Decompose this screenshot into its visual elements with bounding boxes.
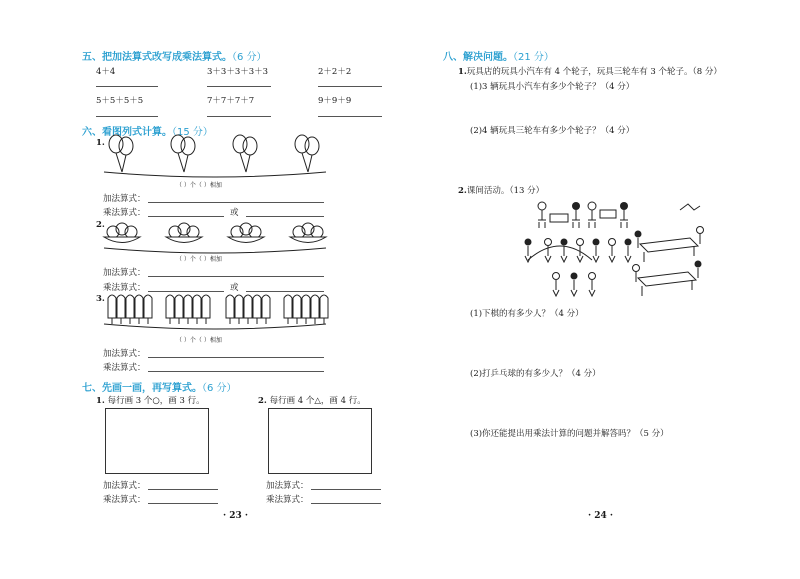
answer-line[interactable]: [96, 86, 158, 87]
addition-label: 加法算式：: [103, 349, 146, 359]
ping-pong-table-icon: [635, 204, 704, 262]
problem-2-subquestion: (3)你还能提出用乘法计算的问题并解答吗？（5 分）: [470, 429, 669, 439]
problem-1-subquestion: (1)3 辆玩具小汽车有多少个轮子？（4 分）: [470, 82, 635, 92]
addition-expression: 7＋7＋7＋7: [207, 96, 255, 106]
drawing-box[interactable]: [105, 408, 209, 474]
answer-line[interactable]: [207, 116, 271, 117]
question-number: 3.: [96, 294, 105, 304]
peach-plate-icon: [290, 223, 326, 243]
or-label: 或: [230, 208, 239, 218]
question-number: 1.: [96, 138, 105, 148]
problem-2-text: 2.课间活动。（13 分）: [458, 186, 545, 196]
section-6-title: 六、看图列式计算。（15 分）: [82, 127, 213, 138]
answer-line[interactable]: [148, 489, 218, 490]
answer-line[interactable]: [148, 202, 324, 203]
section-5-title: 五、把加法算式改写成乘法算式。（6 分）: [82, 52, 267, 63]
tree-group-icon: [284, 295, 328, 324]
ping-pong-table-icon: [633, 261, 702, 297]
balloon-bunch-icon: [233, 135, 257, 172]
multiplication-label: 乘法算式：: [103, 363, 146, 373]
peach-plate-icon: [228, 223, 264, 243]
tree-group-icon: [108, 295, 152, 324]
answer-line[interactable]: [96, 116, 158, 117]
problem-1-text: 1.玩具店的玩具小汽车有 4 个轮子，玩具三轮车有 3 个轮子。（8 分）: [458, 67, 722, 77]
addition-expression: 4＋4: [96, 67, 116, 77]
answer-line[interactable]: [318, 116, 382, 117]
answer-line[interactable]: [148, 276, 324, 277]
multiplication-label: 乘法算式：: [103, 283, 146, 293]
addition-label: 加法算式：: [266, 481, 309, 491]
page-number: · 24 ·: [588, 511, 614, 521]
draw-instruction-2: 2. 每行画 4 个△，画 4 行。: [258, 396, 366, 406]
addition-expression: 3＋3＋3＋3＋3: [207, 67, 269, 77]
addition-expression: 9＋9＋9: [318, 96, 352, 106]
chess-players-icon: [538, 202, 628, 228]
draw-instruction-1: 1. 每行画 3 个○，画 3 行。: [96, 396, 205, 406]
question-number: 2.: [96, 220, 105, 230]
addition-expression: 2＋2＋2: [318, 67, 352, 77]
group-count-caption: （ ）个（ ）相加: [176, 256, 222, 263]
answer-line[interactable]: [246, 216, 324, 217]
addition-label: 加法算式：: [103, 268, 146, 278]
group-count-caption: （ ）个（ ）相加: [176, 182, 222, 189]
peach-plates-illustration: [100, 218, 330, 254]
addition-label: 加法算式：: [103, 194, 146, 204]
problem-2-subquestion: (2)打乒乓球的有多少人？（4 分）: [470, 369, 601, 379]
addition-label: 加法算式：: [103, 481, 146, 491]
drawing-box[interactable]: [268, 408, 372, 474]
tree-group-icon: [166, 295, 210, 324]
answer-line[interactable]: [207, 86, 271, 87]
tree-group-icon: [226, 295, 270, 324]
jump-rope-children-icon: [525, 239, 632, 297]
multiplication-label: 乘法算式：: [103, 208, 146, 218]
page-number: · 23 ·: [223, 511, 249, 521]
section-8-title: 八、解决问题。（21 分）: [443, 52, 554, 63]
balloon-bunch-icon: [171, 135, 195, 172]
addition-expression: 5＋5＋5＋5: [96, 96, 144, 106]
recess-activity-illustration: [520, 198, 705, 302]
peach-plate-icon: [166, 223, 202, 243]
answer-line[interactable]: [318, 86, 382, 87]
answer-line[interactable]: [148, 357, 324, 358]
trees-illustration: [100, 292, 330, 332]
balloon-bunch-icon: [109, 135, 133, 172]
answer-line[interactable]: [311, 503, 381, 504]
answer-line[interactable]: [148, 503, 218, 504]
problem-1-subquestion: (2)4 辆玩具三轮车有多少个轮子？（4 分）: [470, 126, 635, 136]
answer-line[interactable]: [148, 216, 224, 217]
problem-2-subquestion: (1)下棋的有多少人？（4 分）: [470, 309, 584, 319]
or-label: 或: [230, 283, 239, 293]
balloon-bunch-icon: [295, 135, 319, 172]
multiplication-label: 乘法算式：: [266, 495, 309, 505]
section-7-title: 七、先画一画，再写算式。（6 分）: [82, 383, 237, 394]
group-count-caption: （ ）个（ ）相加: [176, 337, 222, 344]
multiplication-label: 乘法算式：: [103, 495, 146, 505]
answer-line[interactable]: [148, 371, 324, 372]
answer-line[interactable]: [311, 489, 381, 490]
peach-plate-icon: [104, 223, 140, 243]
balloons-illustration: [100, 134, 330, 179]
